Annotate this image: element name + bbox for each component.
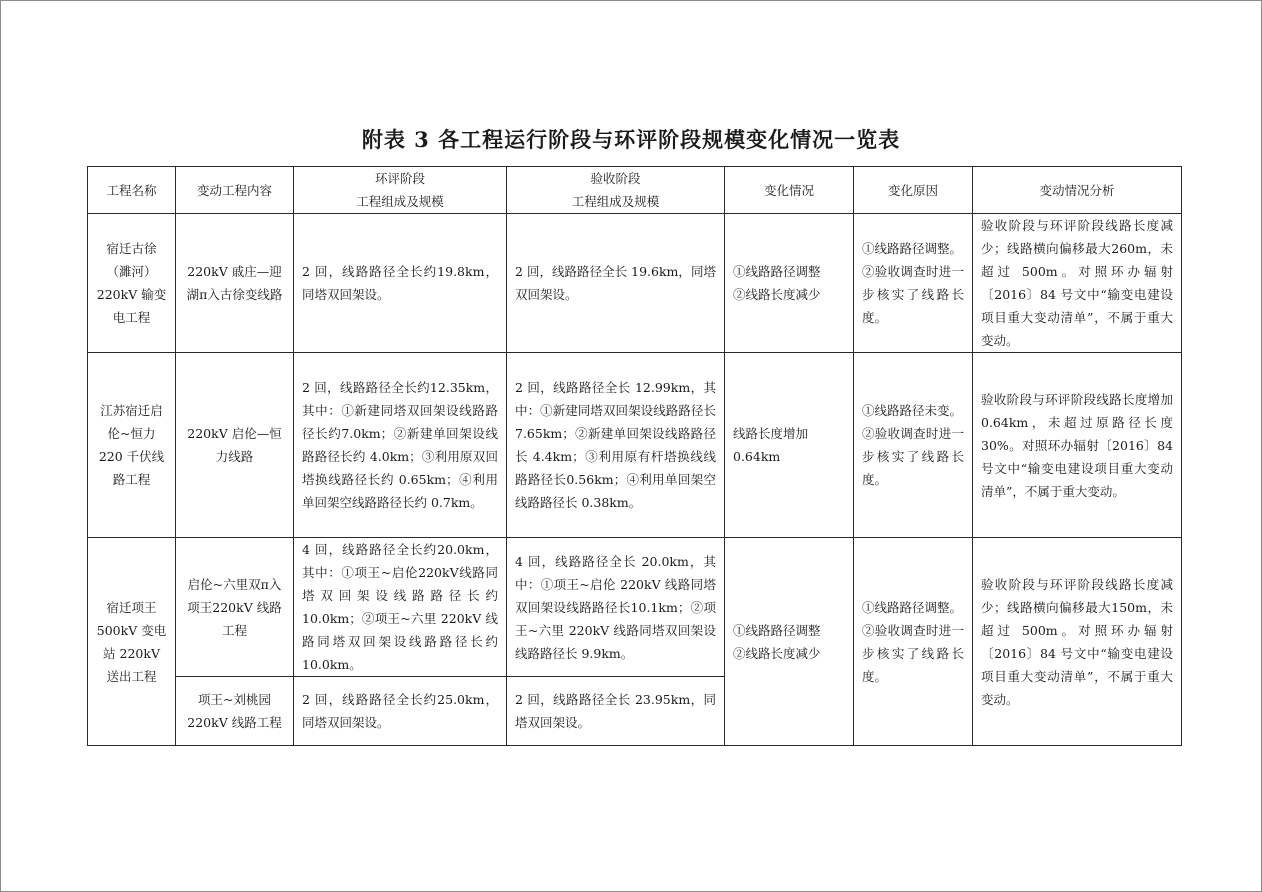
- change-reason-line: ①线路路径调整。: [862, 241, 963, 256]
- header-eia-line1: 环评阶段: [374, 171, 425, 186]
- table-row: [88, 214, 1182, 353]
- change-reason-line: ②验收调查时进一步核实了线路长度。: [862, 264, 964, 325]
- change-content-cell: 220kV 戚庄—迎湖π入古徐变线路: [176, 214, 294, 353]
- project-name-cell: 江苏宿迁启伦~恒力 220 千伏线路工程: [88, 353, 176, 538]
- acceptance-scale-cell: 2 回，线路路径全长 23.95km，同塔双回架设。: [507, 677, 725, 746]
- table-row: [88, 353, 1182, 538]
- change-content-cell: 启伦~六里双π入项王220kV 线路工程: [176, 538, 294, 677]
- acceptance-scale-cell: 2 回，线路路径全长 19.6km，同塔双回架设。: [507, 214, 725, 353]
- change-analysis-cell: 验收阶段与环评阶段线路长度增加 0.64km，未超过原路径长度 30%。对照环办辐射〔2016〕84 号文中“输变电建设项目重大变动清单”，不属于重大变动。: [973, 353, 1182, 538]
- change-status-cell: 线路长度增加 0.64km: [725, 353, 854, 538]
- table-header-row: [88, 167, 1182, 214]
- change-status-cell: [725, 538, 854, 746]
- header-acceptance-line2: 工程组成及规模: [571, 194, 660, 209]
- change-status-cell: [725, 214, 854, 353]
- header-name: 工程名称: [88, 167, 176, 214]
- eia-scale-cell: 2 回，线路路径全长约25.0km，同塔双回架设。: [294, 677, 507, 746]
- table-row: [88, 538, 1182, 677]
- header-change: 变化情况: [725, 167, 854, 214]
- project-name-cell: 宿迁古徐（濉河）220kV 输变电工程: [88, 214, 176, 353]
- change-reason-line: ②验收调查时进一步核实了线路长度。: [862, 426, 964, 487]
- change-status-line: ①线路路径调整: [733, 264, 821, 279]
- change-status-line: ②线路长度减少: [733, 645, 821, 661]
- header-reason: 变化原因: [854, 167, 973, 214]
- eia-scale-cell: 2 回，线路路径全长约12.35km，其中：①新建同塔双回架设线路路径长约7.0km；②新建单回架设线路路径长约 4.0km；③利用原双回塔换线路径长约 0.65km；④利用单回架空线路路径长约 0.7km。: [294, 353, 507, 538]
- header-content: 变动工程内容: [176, 167, 294, 214]
- change-reason-line: ②验收调查时进一步核实了线路长度。: [862, 622, 964, 684]
- project-name-cell: 宿迁项王 500kV 变电站 220kV 送出工程: [88, 538, 176, 746]
- change-reason-line: ①线路路径调整。: [862, 599, 963, 615]
- header-analysis: 变动情况分析: [973, 167, 1182, 214]
- comparison-table: [87, 166, 1182, 746]
- header-eia: [294, 167, 507, 214]
- header-eia-line2: 工程组成及规模: [356, 194, 444, 209]
- eia-scale-cell: 4 回，线路路径全长约20.0km，其中：①项王~启伦220kV线路同塔双回架设线路路径长约 10.0km；②项王~六里 220kV 线路同塔双回架设线路路径长约 10.0km。: [294, 538, 507, 677]
- acceptance-scale-cell: 4 回，线路路径全长 20.0km，其中：①项王~启伦 220kV 线路同塔双回架设线路路径长10.1km；②项王~六里 220kV 线路同塔双回架设线路路径长 9.9km。: [507, 538, 725, 677]
- change-analysis-cell: 验收阶段与环评阶段线路长度减少；线路横向偏移最大260m，未超过 500m。对照环办辐射〔2016〕84 号文中“输变电建设项目重大变动清单”，不属于重大变动。: [973, 214, 1182, 353]
- header-acceptance: [507, 167, 725, 214]
- eia-scale-cell: 2 回，线路路径全长约19.8km，同塔双回架设。: [294, 214, 507, 353]
- header-acceptance-line1: 验收阶段: [590, 171, 641, 186]
- change-analysis-cell: 验收阶段与环评阶段线路长度减少；线路横向偏移最大150m，未超过 500m。对照环办辐射〔2016〕84 号文中“输变电建设项目重大变动清单”，不属于重大变动。: [973, 538, 1182, 746]
- change-content-cell: 项王~刘桃园220kV 线路工程: [176, 677, 294, 746]
- change-reason-cell: [854, 353, 973, 538]
- change-reason-cell: [854, 538, 973, 746]
- acceptance-scale-cell: 2 回，线路路径全长 12.99km，其中：①新建同塔双回架设线路路径长 7.65km；②新建单回架设线路路径长 4.4km；③利用原有杆塔换线线路路径长0.56km；④利用单回架空线路路径长 0.38km。: [507, 353, 725, 538]
- change-status-line: ②线路长度减少: [733, 287, 821, 302]
- page-title: 附表 3 各工程运行阶段与环评阶段规模变化情况一览表: [361, 127, 901, 152]
- change-reason-line: ①线路路径未变。: [862, 403, 963, 418]
- change-content-cell: 220kV 启伦—恒力线路: [176, 353, 294, 538]
- change-reason-cell: [854, 214, 973, 353]
- change-status-line: ①线路路径调整: [733, 622, 821, 638]
